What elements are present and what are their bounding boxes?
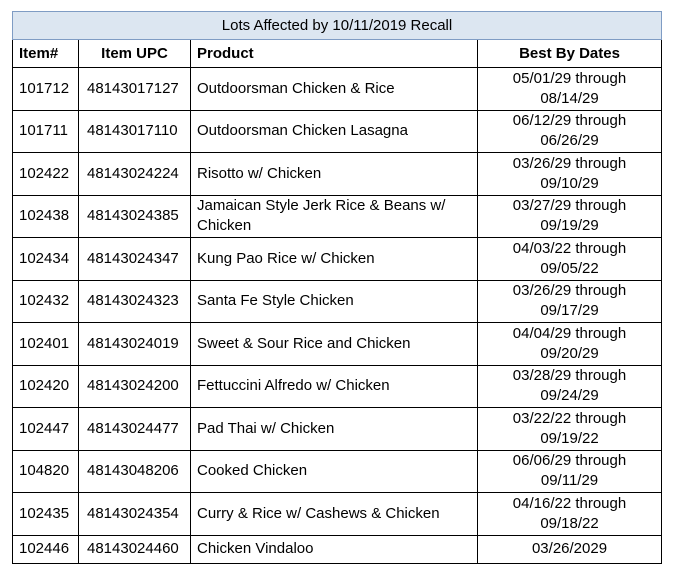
item-upc-cell: 48143024323 bbox=[79, 280, 191, 323]
best-by-dates-cell bbox=[478, 535, 662, 563]
product-cell: Kung Pao Rice w/ Chicken bbox=[191, 238, 478, 281]
item-upc-cell: 48143024200 bbox=[79, 365, 191, 408]
product-cell: Fettuccini Alfredo w/ Chicken bbox=[191, 365, 478, 408]
column-header-best-by: Best By Dates bbox=[478, 40, 662, 68]
best-by-dates-cell bbox=[478, 450, 662, 493]
item-number-cell: 101712 bbox=[13, 68, 79, 111]
table-row bbox=[13, 535, 662, 563]
best-by-date-line: 04/16/22 through bbox=[512, 494, 627, 512]
table-row bbox=[13, 323, 662, 366]
best-by-date-line: 03/28/29 through bbox=[512, 367, 627, 385]
product-cell: Sweet & Sour Rice and Chicken bbox=[191, 323, 478, 366]
best-by-dates-cell bbox=[478, 408, 662, 451]
item-number-cell: 102438 bbox=[13, 195, 79, 238]
product-cell: Outdoorsman Chicken Lasagna bbox=[191, 110, 478, 153]
item-upc-cell: 48143048206 bbox=[79, 450, 191, 493]
product-cell: Jamaican Style Jerk Rice & Beans w/ Chicken bbox=[191, 195, 478, 238]
best-by-dates-cell bbox=[478, 238, 662, 281]
product-cell: Curry & Rice w/ Cashews & Chicken bbox=[191, 493, 478, 536]
product-cell: Santa Fe Style Chicken bbox=[191, 280, 478, 323]
best-by-date-line: 03/27/29 through bbox=[512, 197, 627, 215]
item-upc-cell: 48143024224 bbox=[79, 153, 191, 196]
column-header-product: Product bbox=[191, 40, 478, 68]
best-by-date-line: 04/03/22 through bbox=[512, 239, 627, 257]
best-by-date-line: 09/11/29 bbox=[540, 472, 599, 490]
item-upc-cell: 48143017110 bbox=[79, 110, 191, 153]
best-by-dates-cell bbox=[478, 195, 662, 238]
column-header-item: Item# bbox=[13, 40, 79, 68]
item-upc-cell: 48143017127 bbox=[79, 68, 191, 111]
best-by-date-line: 05/01/29 through bbox=[512, 69, 627, 87]
table-row bbox=[13, 493, 662, 536]
best-by-dates-cell bbox=[478, 68, 662, 111]
product-cell: Pad Thai w/ Chicken bbox=[191, 408, 478, 451]
best-by-date-line: 09/18/22 bbox=[540, 514, 599, 532]
best-by-date-line: 09/05/22 bbox=[540, 259, 599, 277]
best-by-dates-cell bbox=[478, 323, 662, 366]
table-row bbox=[13, 280, 662, 323]
table-row bbox=[13, 238, 662, 281]
best-by-date-line: 09/19/29 bbox=[540, 217, 599, 235]
product-cell: Cooked Chicken bbox=[191, 450, 478, 493]
best-by-date-line: 09/17/29 bbox=[540, 302, 599, 320]
best-by-date-line: 04/04/29 through bbox=[512, 324, 627, 342]
best-by-dates-cell bbox=[478, 493, 662, 536]
best-by-date-line: 09/10/29 bbox=[540, 174, 599, 192]
recall-table bbox=[12, 11, 662, 564]
item-upc-cell: 48143024347 bbox=[79, 238, 191, 281]
item-number-cell: 102446 bbox=[13, 535, 79, 563]
item-upc-cell: 48143024019 bbox=[79, 323, 191, 366]
product-cell: Chicken Vindaloo bbox=[191, 535, 478, 563]
item-upc-cell: 48143024460 bbox=[79, 535, 191, 563]
best-by-date-line: 08/14/29 bbox=[540, 89, 599, 107]
best-by-date-line: 09/19/22 bbox=[540, 429, 599, 447]
item-number-cell: 101711 bbox=[13, 110, 79, 153]
best-by-date-line: 06/12/29 through bbox=[512, 112, 627, 130]
table-row bbox=[13, 408, 662, 451]
table-row bbox=[13, 153, 662, 196]
best-by-date-line: 03/22/22 through bbox=[512, 409, 627, 427]
table-row bbox=[13, 68, 662, 111]
best-by-date-line: 06/06/29 through bbox=[512, 452, 627, 470]
item-number-cell: 102422 bbox=[13, 153, 79, 196]
recall-table-container bbox=[12, 11, 661, 564]
table-body bbox=[13, 68, 662, 564]
best-by-date-line: 03/26/2029 bbox=[531, 540, 608, 557]
best-by-dates-cell bbox=[478, 365, 662, 408]
table-row bbox=[13, 450, 662, 493]
best-by-date-line: 09/20/29 bbox=[540, 344, 599, 362]
item-upc-cell: 48143024354 bbox=[79, 493, 191, 536]
table-row bbox=[13, 110, 662, 153]
best-by-date-line: 03/26/29 through bbox=[512, 154, 627, 172]
item-upc-cell: 48143024477 bbox=[79, 408, 191, 451]
column-header-upc: Item UPC bbox=[79, 40, 191, 68]
best-by-dates-cell bbox=[478, 110, 662, 153]
best-by-date-line: 09/24/29 bbox=[540, 387, 599, 405]
item-number-cell: 102434 bbox=[13, 238, 79, 281]
product-cell: Outdoorsman Chicken & Rice bbox=[191, 68, 478, 111]
table-row bbox=[13, 365, 662, 408]
item-upc-cell: 48143024385 bbox=[79, 195, 191, 238]
item-number-cell: 102432 bbox=[13, 280, 79, 323]
item-number-cell: 102447 bbox=[13, 408, 79, 451]
table-title: Lots Affected by 10/11/2019 Recall bbox=[13, 12, 662, 40]
item-number-cell: 102420 bbox=[13, 365, 79, 408]
item-number-cell: 104820 bbox=[13, 450, 79, 493]
best-by-date-line: 03/26/29 through bbox=[512, 282, 627, 300]
product-cell: Risotto w/ Chicken bbox=[191, 153, 478, 196]
best-by-dates-cell bbox=[478, 153, 662, 196]
table-row bbox=[13, 195, 662, 238]
item-number-cell: 102401 bbox=[13, 323, 79, 366]
best-by-date-line: 06/26/29 bbox=[540, 132, 599, 150]
best-by-dates-cell bbox=[478, 280, 662, 323]
item-number-cell: 102435 bbox=[13, 493, 79, 536]
